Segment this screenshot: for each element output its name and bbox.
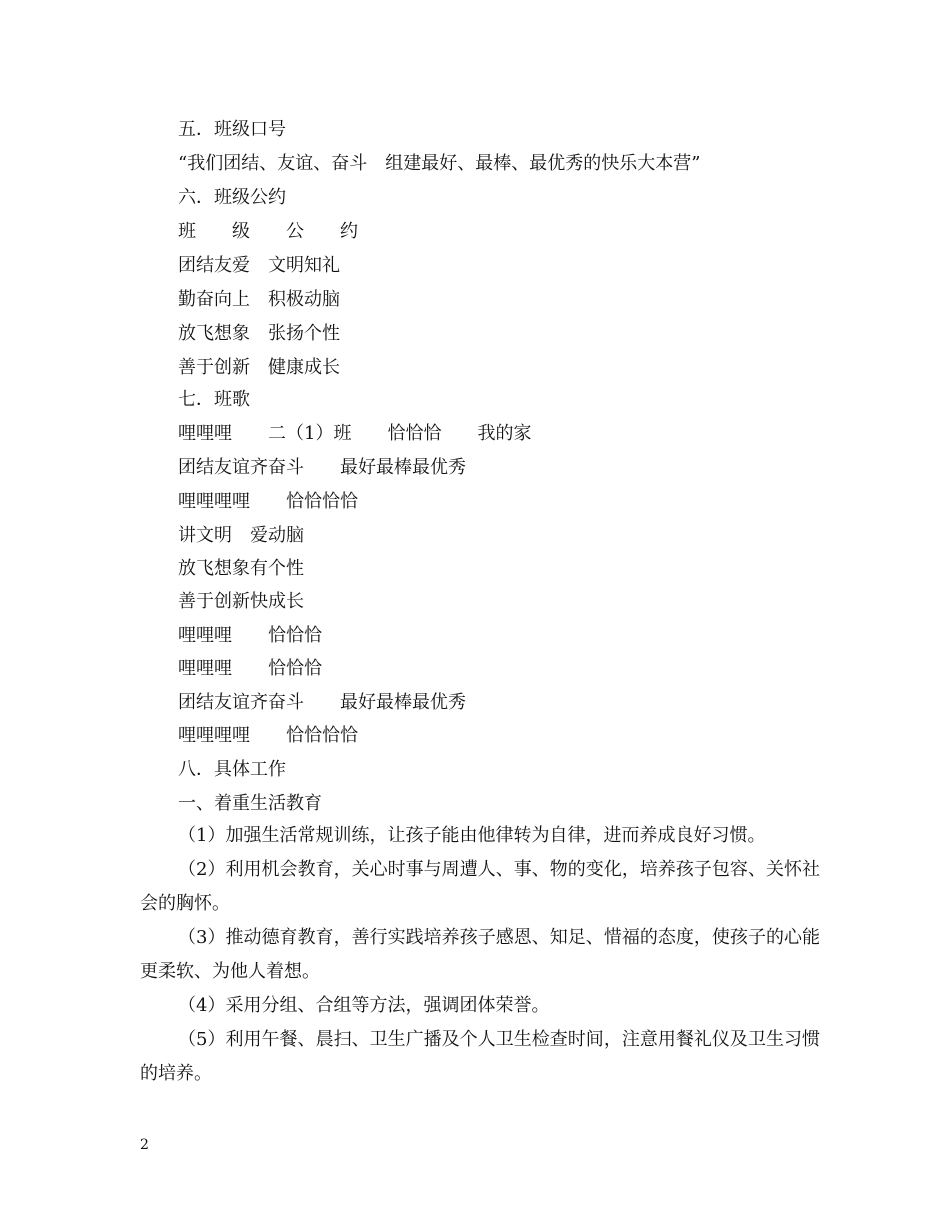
song-lyric-line: 团结友谊齐奋斗 最好最棒最优秀 [178, 692, 466, 713]
section-8-heading: 八．具体工作 [178, 759, 286, 780]
section-6-heading: 六．班级公约 [178, 187, 286, 208]
page-number: 2 [140, 1137, 149, 1153]
section-5-heading: 五．班级口号 [178, 119, 286, 140]
work-item-4: （4）采用分组、合组等方法，强调团体荣誉。 [178, 995, 550, 1016]
class-slogan: “我们团结、友谊、奋斗 组建最好、最棒、最优秀的快乐大本营” [178, 153, 701, 174]
song-lyric-line: 团结友谊齐奋斗 最好最棒最优秀 [178, 457, 466, 478]
work-item-5: （5）利用午餐、晨扫、卫生广播及个人卫生检查时间，注意用餐礼仪及卫生习惯的培养。 [140, 1029, 820, 1084]
convention-line: 善于创新 健康成长 [178, 357, 340, 378]
work-item-1: （1）加强生活常规训练，让孩子能由他律转为自律，进而养成良好习惯。 [178, 825, 766, 846]
song-lyric-line: 放飞想象有个性 [178, 558, 304, 579]
convention-line: 团结友爱 文明知礼 [178, 255, 340, 276]
convention-line: 放飞想象 张扬个性 [178, 323, 340, 344]
song-lyric-line: 哩哩哩哩 恰恰恰恰 [178, 491, 358, 512]
song-lyric-line: 哩哩哩哩 恰恰恰恰 [178, 725, 358, 746]
work-item-3: （3）推动德育教育，善行实践培养孩子感恩、知足、惜福的态度，使孩子的心能更柔软、为他人着想。 [140, 927, 820, 982]
song-lyric-line: 讲文明 爱动脑 [178, 525, 304, 546]
convention-title: 班 级 公 约 [178, 221, 358, 242]
subsection-heading: 一、着重生活教育 [178, 793, 322, 814]
song-lyric-line: 善于创新快成长 [178, 591, 304, 612]
section-7-heading: 七．班歌 [178, 389, 250, 410]
song-lyric-line: 哩哩哩 恰恰恰 [178, 625, 322, 646]
song-lyric-line: 哩哩哩 恰恰恰 [178, 658, 322, 679]
song-lyric-line: 哩哩哩 二（1）班 恰恰恰 我的家 [178, 423, 532, 444]
convention-line: 勤奋向上 积极动脑 [178, 289, 340, 310]
work-item-2: （2）利用机会教育，关心时事与周遭人、事、物的变化，培养孩子包容、关怀社会的胸怀。 [140, 859, 820, 914]
